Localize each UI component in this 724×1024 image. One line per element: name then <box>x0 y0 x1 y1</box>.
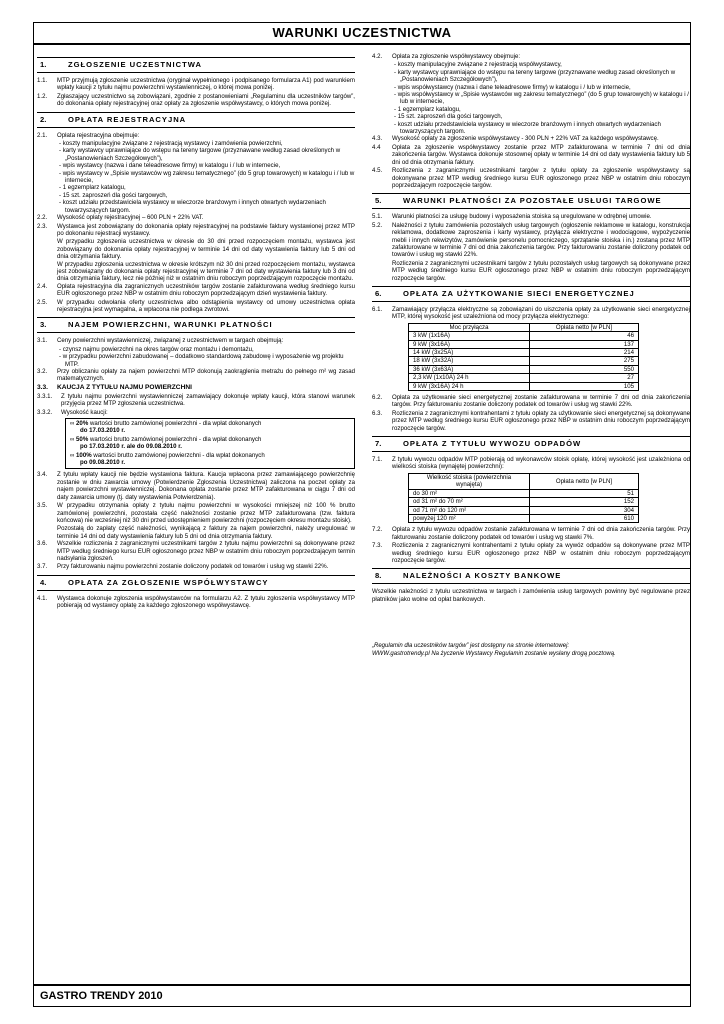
right-column <box>372 53 690 658</box>
paragraph <box>372 213 690 220</box>
table-row <box>409 374 639 382</box>
table-header-row <box>409 473 639 489</box>
paragraph-text: Wszelkie należności z tytułu uczestnictwa w targach i zamówienia usług targowych powinny być regulowane przez płatników jako wolne od opłat bankowych. <box>372 588 690 603</box>
paragraph <box>37 299 355 314</box>
paragraph-text: Warunki płatności za usługę budowy i wyposażenia stoiska są uregulowane w odrębnej umowie. <box>392 213 652 221</box>
paragraph-number: 3.2. <box>37 368 48 375</box>
paragraph <box>37 93 355 108</box>
list-item: - 1 egzemplarz katalogu, <box>394 105 461 113</box>
deposit-date: po 09.08.2010 r. <box>80 459 126 467</box>
section-5-header <box>372 193 690 209</box>
section-8-header <box>372 568 690 584</box>
paragraph <box>372 526 690 541</box>
paragraph-text: Zamawiający przyłącza elektryczne są zobowiązani do uiszczenia opłaty za użytkowanie sieci energetycznej MTP, której wysokość jest uzależniona od mocy przyłącza elektrycznego: <box>392 305 690 321</box>
deposit-box <box>65 418 355 469</box>
table-cell: powyżej 120 m² <box>409 514 530 522</box>
list-item: - koszty manipulacyjne związane z rejestracją współwystawcy, <box>394 61 562 69</box>
waste-fee-table <box>408 473 639 523</box>
table-cell: 9 kW (3x16A) 24 h <box>409 382 530 390</box>
paragraph <box>37 368 355 383</box>
paragraph-number: 5.1. <box>372 213 383 221</box>
paragraph-text: Należności z tytułu zamówienia pozostałych usług targowych (ogłoszenie reklamowe w katalogu, konstrukcja reklamowa, dodatkowe zaproszenia i karty wystawcy, przyłącza elektryczne i wodociągowe, wypożyczenie mebli i innych rekwizytów, zamówienie personelu pomocniczego, sprzątanie stoiska i in.) zostaną przez MTP zafakturowane w terminie 7 dni od dnia zakończenia targów. Przy fakturowaniu zostanie doliczony podatek od towarów i usług wg stawki 22%. <box>392 221 690 259</box>
deposit-text: wartości brutto zamówionej powierzchni - dla wpłat dokonanych <box>88 435 262 443</box>
paragraph-number: 2.2. <box>37 214 48 222</box>
paragraph-text: W przypadku otrzymania opłaty z tytułu najmu powierzchni w wysokości mniejszej niż 100 % brutto zamówionej powierzchni, pozostała część należności zostanie przez MTP zafakturowana (tzw. faktura końcowa) nie wcześniej niż 30 dni przed udostępnieniem powierzchni (rozpoczęciem okresu montażu stoisk). <box>57 502 355 524</box>
column-header: Wielkość stoiska (powierzchnia wynajęta) <box>409 473 530 489</box>
table-cell: od 71 m² do 120 m² <box>409 506 530 514</box>
table-row <box>409 489 639 497</box>
section-3-header <box>37 317 355 333</box>
table-cell: 152 <box>530 498 639 506</box>
paragraph-text: Wystawca jest zobowiązany do dokonania opłaty rejestracyjnej na podstawie faktury wystawionej przez MTP po dokonaniu rejestracji wystawcy. <box>57 222 355 237</box>
paragraph <box>372 144 690 166</box>
table-cell: 275 <box>530 357 639 365</box>
section-number: 7. <box>375 439 382 449</box>
paragraph-text: Opłata z tytułu wywozu odpadów zostanie zafakturowana w terminie 7 dni od dnia zakończenia targów. Przy fakturowaniu zostanie doliczony podatek od towarów i usług wg stawki 7%. <box>392 526 690 541</box>
paragraph-number: 2.5. <box>37 298 48 306</box>
paragraph-number: 4.1. <box>37 594 48 602</box>
paragraph-number: 2.3. <box>37 222 48 230</box>
paragraph-number: 3.5. <box>37 502 48 510</box>
table-row <box>409 506 639 514</box>
section-number: 4. <box>40 577 47 587</box>
paragraph <box>372 588 690 603</box>
table-row <box>409 498 639 506</box>
table-row <box>409 382 639 390</box>
paragraph-number: 5.2. <box>372 221 383 229</box>
paragraph-text: Z tytułu najmu powierzchni wystawienniczej zamawiający dokonuje wpłaty kaucji, która stanowi warunek przyjęcia przez MTP zgłoszenia uczestnictwa. <box>61 392 355 408</box>
section-number: 3. <box>40 320 47 330</box>
paragraph-text: Zgłaszający uczestnictwo są zobowiązani, zgodnie z postanowieniami „Regulaminu dla uczestników targów”, do dokonania opłaty rejestracyjnej oraz opłaty za zgłoszenie współwystawcy, o których mowa poniżej. <box>57 92 355 108</box>
paragraph-text: Rozliczenia z zagranicznymi kontrahentami z tytułu opłaty za wywóz odpadów są dokonywane przez MTP według średniego kursu EUR ogłoszonego przez NBP w ostatnim dniu roboczym poprzedzającym rozpoczęcie targów. <box>392 542 690 564</box>
paragraph-number: 1.2. <box>37 92 48 100</box>
paragraph-continuation: Rozliczenia z zagranicznymi uczestnikami targów z tytułu pozostałych usług targowych są dokonywane przez MTP według średniego kursu EUR ogłoszonego przez NBP w ostatnim dniu roboczym poprzedzającym rozpoczęcie targów. <box>392 259 690 282</box>
section-4-header <box>37 575 355 591</box>
paragraph-number: 4.3. <box>372 135 383 143</box>
paragraph-number: 1.1. <box>37 77 48 84</box>
section-2-header <box>37 112 355 128</box>
paragraph-text: Przy fakturowaniu najmu powierzchni zostanie doliczony podatek od towarów i usług wg stawki 22%. <box>57 563 329 571</box>
section-1-header <box>37 57 355 73</box>
table-cell: 2,3 kW (1x10A) 24 h <box>409 374 530 382</box>
paragraph-text: W przypadku odwołania oferty uczestnictwa albo odstąpienia wystawcy od umowy uczestnictwa opłata rejestracyjna jest wymagalna, a wpłacona nie podlega zwrotowi. <box>57 298 355 313</box>
list-item: - 15 szt. zaproszeń dla gości targowych, <box>59 191 168 199</box>
paragraph <box>37 540 355 562</box>
paragraph-text: Opłata za zgłoszenie współwystawcy obejmuje: <box>392 53 521 60</box>
paragraph-number: 6.1. <box>372 305 383 313</box>
table-row <box>409 332 639 340</box>
table-cell: 36 kW (3x63A) <box>409 365 530 373</box>
paragraph <box>372 306 690 321</box>
paragraph-number: 7.2. <box>372 526 383 534</box>
table-cell: 18 kW (3x32A) <box>409 357 530 365</box>
table-cell: 105 <box>530 382 639 390</box>
paragraph <box>37 563 355 570</box>
paragraph-continuation: W przypadku zgłoszenia uczestnictwa w okresie do 30 dni przed rozpoczęciem montażu, wystawca jest zobowiązany do dokonania opłaty rejestracyjnej w terminie 14 dni od daty wystawienia faktury lub 5 dni od dnia otrzymania faktury. <box>57 238 355 261</box>
paragraph-text: Wysokość opłaty za zgłoszenie współwystawcy - 300 PLN + 22% VAT za każdego współwystawcę. <box>392 135 659 143</box>
section-number: 6. <box>375 288 382 298</box>
paragraph-number: 7.1. <box>372 456 383 464</box>
table-header-row <box>409 323 639 331</box>
deposit-percent: 100% <box>76 451 92 459</box>
paragraph-text: Przy obliczaniu opłaty za najem powierzchni MTP dokonują zaokrąglenia metrażu do pełnego m² wg zasad matematycznych. <box>57 368 355 383</box>
table-cell: 27 <box>530 374 639 382</box>
deposit-percent: 20% <box>76 420 89 428</box>
table-row <box>409 357 639 365</box>
paragraph <box>37 283 355 298</box>
section-number: 1. <box>40 60 47 69</box>
paragraph-number: 3.3. <box>37 383 48 391</box>
list-item: - wpis współwystawcy w „Spisie wystawców wg zakresu tematycznego” (do 5 grup towarowych) w katalogu i / lub w internecie, <box>394 91 689 106</box>
list-item: - wpis współwystawcy (nazwa i dane teleadresowe firmy) w katalogu i / lub w internecie, <box>394 83 631 91</box>
table-cell: 46 <box>530 332 639 340</box>
paragraph <box>37 502 355 524</box>
document-frame <box>33 22 691 1007</box>
list-item: - 1 egzemplarz katalogu, <box>59 184 126 192</box>
section-title: NAJEM POWIERZCHNI, WARUNKI PŁATNOŚCI <box>68 320 273 330</box>
list-item: - karty wystawcy uprawniające do wstępu na tereny targowe (przyznawane według zasad określonych w „Postanowieniach Szczegółowych”), <box>394 68 676 84</box>
regulation-note <box>372 643 690 658</box>
paragraph <box>37 595 355 610</box>
paragraph-number: 3.6. <box>37 540 48 548</box>
section-title: ZGŁOSZENIE UCZESTNICTWA <box>68 60 202 69</box>
table-row <box>409 340 639 348</box>
deposit-tier: ∞ 100% wartości brutto zamówionej powierzchni - dla wpłat dokonanych po 09.08.2010 r. <box>70 451 265 467</box>
regulation-note-line: „Regulamin dla uczestników targów” jest dostępny na stronie internetowej: <box>372 643 570 650</box>
paragraph-text: Rozliczenia z zagranicznymi kontrahentami z tytułu opłaty za użytkowanie sieci energetycznej są dokonywane przez MTP według średniego kursu EUR ogłoszonego przez NBP w ostatnim dniu roboczym poprzedzającym rozpoczęcie targów. <box>392 409 690 432</box>
paragraph-text: Ceny powierzchni wystawienniczej, związanej z uczestnictwem w targach obejmują: <box>57 337 284 345</box>
section-number: 2. <box>40 114 47 124</box>
paragraph-text: MTP przyjmują zgłoszenie uczestnictwa (oryginał wypełnionego i podpisanego formularza A1) pod warunkiem wpłaty kaucji z tytułu najmu powierzchni wystawienniczej, o której mowa poniżej. <box>57 77 355 92</box>
table-cell: 9 kW (3x16A) <box>409 340 530 348</box>
paragraph-text: Opłata za użytkowanie sieci energetycznej zostanie zafakturowana w terminie 7 dni od dnia zakończenia targów. Przy fakturowaniu zostanie doliczony podatek od towarów i usług wg stawki 22%. <box>392 394 690 409</box>
list-item: - czynsz najmu powierzchni na okres targów oraz montażu i demontażu, <box>59 345 254 353</box>
paragraph-number: 3.7. <box>37 563 48 571</box>
paragraph <box>372 542 690 564</box>
paragraph-number: 7.3. <box>372 542 383 550</box>
paragraph-continuation: Pozostałą do zapłaty część należności, wynikającą z faktury za najem powierzchni, należy uregulować w terminie 14 dni od daty wystawienia faktury lub 5 dni od dnia otrzymania faktury. <box>57 525 355 540</box>
paragraph-text: Z tytułu wpłaty kaucji nie będzie wystawiona faktura. Kaucja wpłacona przez zamawiającego powierzchnię zostanie w dniu zawarcia umowy (Potwierdzenie Zgłoszenia Uczestnictwa) zaliczona na poczet opłaty za najem powierzchni wystawienniczej. Dokonana opłata zostanie przez MTP zafakturowana w ciągu 7 dni od daty zawarcia umowy (tj. daty wystawienia Potwierdzenia). <box>57 471 355 501</box>
subsection-title: KAUCJA Z TYTUŁU NAJMU POWIERZCHNI <box>57 383 192 391</box>
table-cell: 610 <box>530 514 639 522</box>
paragraph-number: 2.1. <box>37 131 48 139</box>
paragraph-continuation: W przypadku zgłoszenia uczestnictwa w okresie krótszym niż 30 dni przed rozpoczęciem montażu, wystawca jest zobowiązany do dokonania opłaty rejestracyjnej w terminie 7 dni od daty wystawienia faktury lub 3 dni od dnia otrzymania faktury, lecz nie później niż w ostatnim dniu roboczym poprzedzającym rozpoczęcie montażu. <box>57 260 355 283</box>
paragraph-text: Opłata rejestracyjna dla zagranicznych uczestników targów zostanie zafakturowana według średniego kursu EUR ogłoszonego przez NBP w ostatnim dniu roboczym poprzedzającym dzień wystawienia faktury. <box>57 282 355 298</box>
section-number: 5. <box>375 196 382 206</box>
paragraph <box>372 394 690 409</box>
paragraph <box>37 77 355 92</box>
deposit-text: wartości brutto zamówionej powierzchni - dla wpłat dokonanych <box>88 420 262 428</box>
section-number: 8. <box>375 571 382 581</box>
paragraph <box>372 53 690 60</box>
paragraph <box>372 167 690 189</box>
deposit-tier: ∞ 20% wartości brutto zamówionej powierzchni - dla wpłat dokonanych do 17.03.2010 r. <box>70 420 262 435</box>
paragraph-text: Wszelkie rozliczenia z zagranicznymi uczestnikami targów z tytułu najmu powierzchni są dokonywane przez MTP według średniego kursu EUR ogłoszonego przez NBP w ostatnim dniu roboczym poprzedzającym termin nadsyłania zgłoszeń. <box>57 540 355 562</box>
paragraph <box>37 393 355 408</box>
paragraph <box>37 471 355 501</box>
deposit-tier: ∞ 50% wartości brutto zamówionej powierzchni - dla wpłat dokonanych po 17.03.2010 r. ale do 09.08.2010 r. <box>70 435 262 451</box>
table-cell: 550 <box>530 365 639 373</box>
event-brand: GASTRO TRENDY 2010 <box>34 984 690 1006</box>
paragraph-text: Opłata za zgłoszenie współwystawcy zostanie przez MTP zafakturowana w terminie 7 dni od dnia zakończenia targów. Wystawca dokonuje stosownej opłaty w terminie 14 dni od daty wystawienia faktury lub 5 dni od dnia otrzymania faktury. <box>392 143 690 166</box>
section-7-header <box>372 436 690 452</box>
list-item: - koszty manipulacyjne związane z rejestracją wystawcy i zamówienia powierzchni, <box>59 140 283 148</box>
column-header: Moc przyłącza <box>409 323 530 331</box>
deposit-date: do 17.03.2010 r. <box>80 427 126 435</box>
regulation-note-line: WWW.gastrotrendy.pl Na życzenie Wystawcy Regulamin zostanie wysłany drogą pocztową. <box>372 650 616 657</box>
list-item: - 15 szt. zaproszeń dla gości targowych, <box>394 113 503 121</box>
paragraph <box>372 222 690 259</box>
paragraph <box>37 132 355 139</box>
table-cell: do 30 m² <box>409 489 530 497</box>
table-cell: 214 <box>530 349 639 357</box>
table-cell: 51 <box>530 489 639 497</box>
paragraph-number: 3.1. <box>37 337 48 345</box>
subsection-heading <box>37 384 355 392</box>
paragraph-number: 3.4. <box>37 471 48 479</box>
table-cell: 137 <box>530 340 639 348</box>
table-row <box>409 514 639 522</box>
section-title: OPŁATA REJESTRACYJNA <box>68 114 187 124</box>
left-column <box>37 53 355 611</box>
list-item: - wpis wystawcy w „Spisie wystawców wg zakresu tematycznego” (do 5 grup towarowych) w katalogu i / lub w internecie, <box>59 169 355 185</box>
paragraph-text: Opłata rejestracyjna obejmuje: <box>57 131 140 139</box>
paragraph <box>37 337 355 344</box>
paragraph-text: Wysokość kaucji: <box>61 408 108 416</box>
list-item: - wpis wystawcy (nazwa i dane teleadresowe firmy) w katalogu i / lub w internecie, <box>59 162 281 170</box>
paragraph <box>37 223 355 238</box>
paragraph-number: 6.3. <box>372 409 383 417</box>
page-title: WARUNKI UCZESTNICTWA <box>34 23 690 45</box>
table-cell: 14 kW (3x25A) <box>409 349 530 357</box>
paragraph-text: Wysokość opłaty rejestracyjnej – 600 PLN + 22% VAT. <box>57 214 204 222</box>
section-6-header <box>372 286 690 302</box>
section-title: OPŁATA Z TYTUŁU WYWOZU ODPADÓW <box>403 439 582 449</box>
paragraph <box>372 135 690 142</box>
paragraph-number: 3.3.1. <box>37 392 53 400</box>
paragraph-text: Wystawca dokonuje zgłoszenia współwystawców na formularzu A2. Z tytułu zgłoszenia współwystawcy MTP pobierają od wystawcy opłatę za każdego zgłoszonego współwystawcę. <box>57 594 355 610</box>
paragraph <box>372 410 690 432</box>
section-title: OPŁATA ZA UŻYTKOWANIE SIECI ENERGETYCZNEJ <box>403 288 635 298</box>
deposit-date: po 17.03.2010 r. ale do 09.08.2010 r. <box>80 443 182 451</box>
table-cell: od 31 m² do 70 m² <box>409 498 530 506</box>
section-title: NALEŻNOŚCI A KOSZTY BANKOWE <box>403 571 562 581</box>
list-item: - koszt udziału przedstawiciela wystawcy w wieczorze branżowym i innych otwartych wydarzeniach towarzyszących targom. <box>394 120 661 136</box>
table-row <box>409 365 639 373</box>
paragraph-number: 6.2. <box>372 394 383 402</box>
list-item: - koszt udziału przedstawiciela wystawcy w wieczorze branżowym i innych otwartych wydarzeniach towarzyszących targom. <box>59 199 326 214</box>
list-item: - karty wystawcy uprawniające do wstępu na tereny targowe (przyznawane według zasad określonych w „Postanowieniach Szczegółowych”), <box>59 147 341 162</box>
paragraph-number: 4.5. <box>372 167 383 175</box>
table-cell: 3 kW (1x16A) <box>409 332 530 340</box>
section-title: OPŁATA ZA ZGŁOSZENIE WSPÓŁWYSTAWCY <box>68 577 269 587</box>
column-header: Opłata netto [w PLN] <box>530 473 639 489</box>
paragraph-number: 4.4 <box>372 143 381 151</box>
table-row <box>409 349 639 357</box>
table-cell: 304 <box>530 506 639 514</box>
paragraph <box>37 409 355 416</box>
section-title: WARUNKI PŁATNOŚCI ZA POZOSTAŁE USŁUGI TARGOWE <box>403 196 662 206</box>
paragraph-number: 3.3.2. <box>37 408 53 416</box>
paragraph-text: Rozliczenia z zagranicznymi uczestnikami targów z tytułu opłaty za zgłoszenie współwystawcy są dokonywane przez MTP według średniego kursu EUR ogłoszonego przez NBP w ostatnim dniu roboczym poprzedzającym rozpoczęcie targów. <box>392 167 690 189</box>
list-item: - w przypadku powierzchni zabudowanej – dodatkowo standardową zabudowę i wyposażenie wg projektu MTP. <box>59 353 344 368</box>
column-header: Opłata netto [w PLN] <box>530 323 639 331</box>
power-fee-table <box>408 323 639 391</box>
deposit-text: wartości brutto zamówionej powierzchni - dla wpłat dokonanych <box>91 451 265 459</box>
paragraph <box>372 456 690 471</box>
paragraph-text: Z tytułu wywozu odpadów MTP pobierają od wykonawców stoisk opłatę, której wysokość jest uzależniona od wielkości stoiska (wynajętej powierzchni): <box>392 456 690 471</box>
paragraph <box>37 214 355 221</box>
deposit-percent: 50% <box>76 435 89 443</box>
paragraph-number: 2.4. <box>37 282 48 290</box>
paragraph-number: 4.2. <box>372 53 383 60</box>
